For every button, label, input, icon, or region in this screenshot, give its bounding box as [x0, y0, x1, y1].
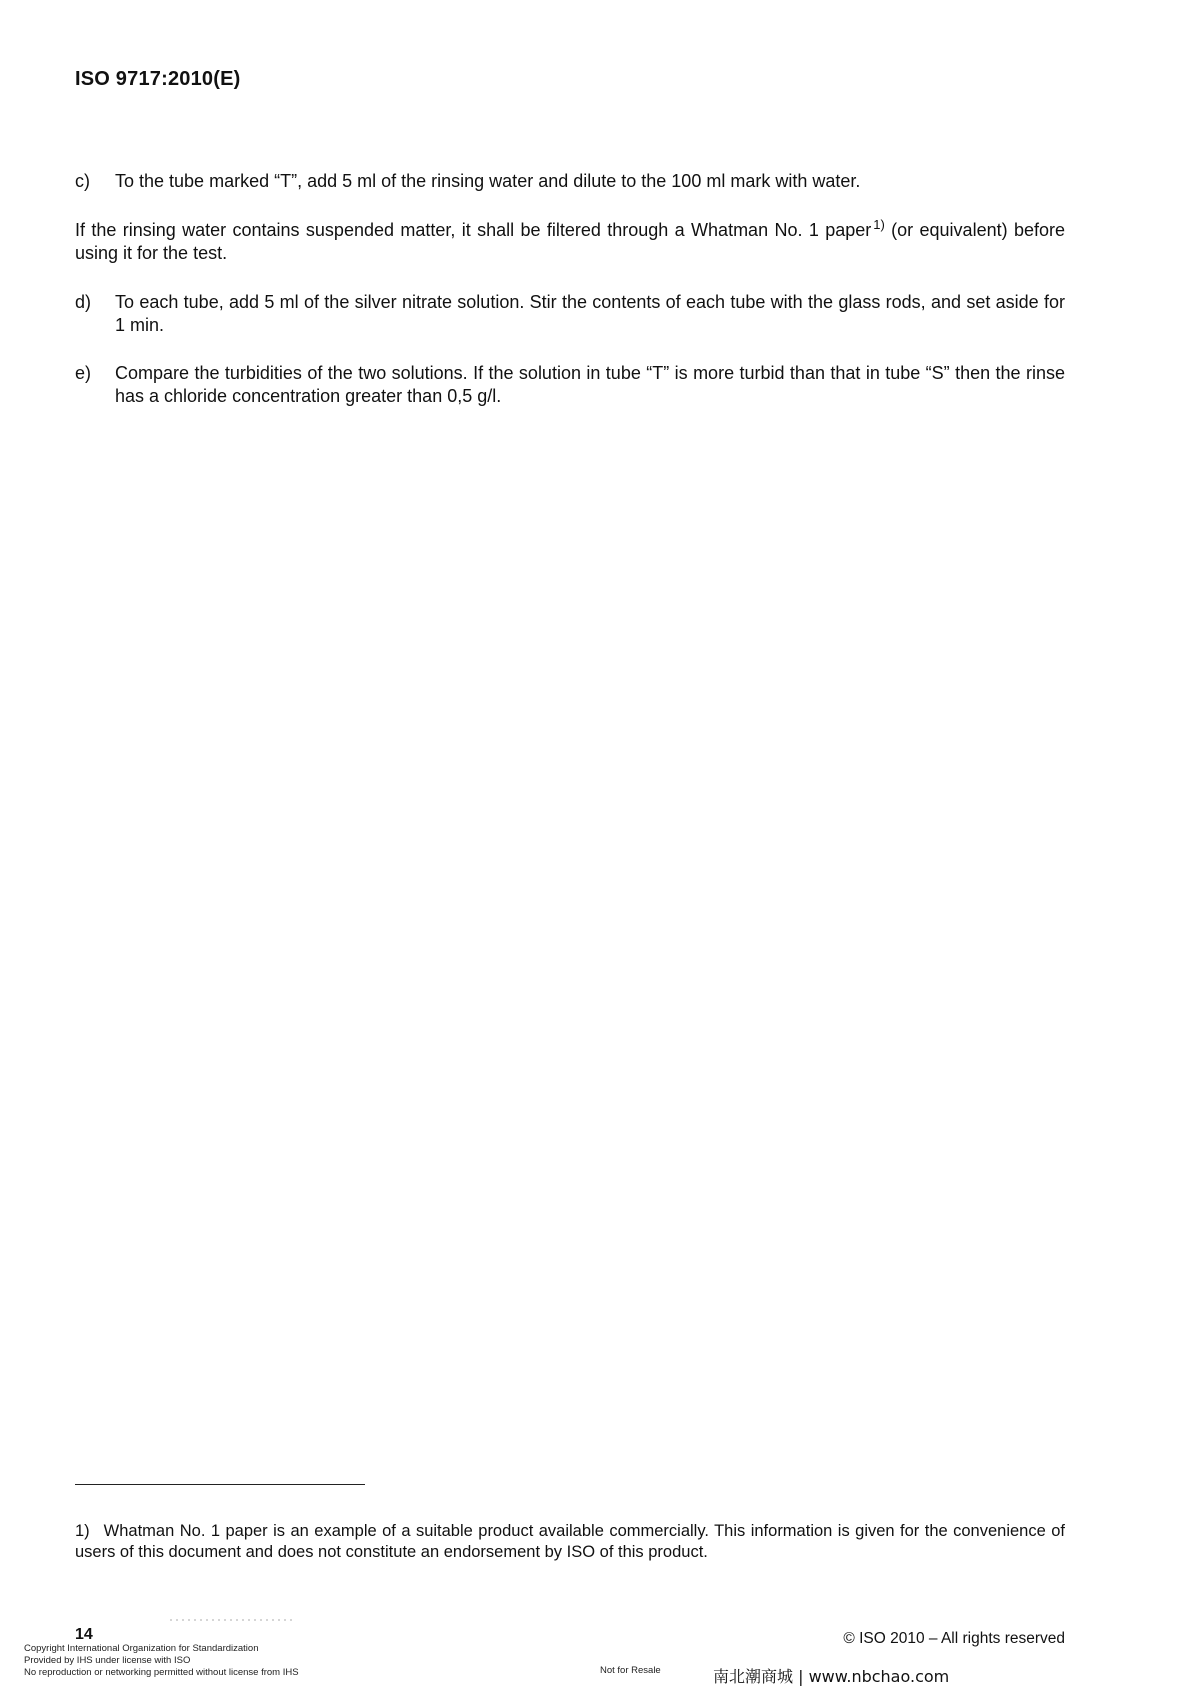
ihs-line: No reproduction or networking permitted without license from IHS: [24, 1667, 299, 1678]
site-watermark: 南北潮商城 | www.nbchao.com: [713, 1667, 950, 1686]
list-item-e: [75, 362, 1065, 408]
filter-paragraph-text: If the rinsing water contains suspended matter, it shall be filtered through a Whatman No. 1 paper: [75, 220, 872, 240]
list-text-d: To each tube, add 5 ml of the silver nitrate solution. Stir the contents of each tube with the glass rods, and set aside for 1 min.: [115, 292, 1065, 335]
list-marker-d: d): [75, 292, 92, 312]
ihs-license-block: [24, 1643, 299, 1679]
page-number: 14: [75, 1626, 93, 1643]
footnote-number: 1): [75, 1522, 90, 1540]
list-text-e: Compare the turbidities of the two solutions. If the solution in tube “T” is more turbid than that in tube “S” then the rinse has a chloride concentration greater than 0,5 g/l.: [115, 363, 1065, 406]
footnote-text: Whatman No. 1 paper is an example of a suitable product available commercially. This information is given for the convenience of users of this document and does not constitute an endorsement by ISO of this product.: [75, 1522, 1065, 1561]
not-for-resale-label: Not for Resale: [600, 1665, 661, 1676]
filter-paragraph: [75, 219, 1065, 265]
document-id-header: ISO 9717:2010(E): [75, 68, 241, 90]
copyright-notice: © ISO 2010 – All rights reserved: [843, 1630, 1065, 1647]
filter-paragraph-text-cont: (or equivalent) before using it for the test.: [75, 220, 1065, 263]
ihs-line: Provided by IHS under license with ISO: [24, 1655, 191, 1666]
footnote: [75, 1521, 1065, 1563]
ihs-line: Copyright International Organization for Standardization: [24, 1643, 259, 1654]
scan-artifact: [168, 1618, 293, 1622]
footnote-divider: [75, 1484, 365, 1485]
list-text-c: To the tube marked “T”, add 5 ml of the rinsing water and dilute to the 100 ml mark with water.: [115, 171, 861, 191]
list-marker-e: e): [75, 363, 92, 383]
footnote-reference[interactable]: 1): [873, 217, 885, 232]
list-item-d: [75, 291, 1065, 337]
list-item-c: [75, 170, 1065, 193]
list-marker-c: c): [75, 171, 90, 191]
